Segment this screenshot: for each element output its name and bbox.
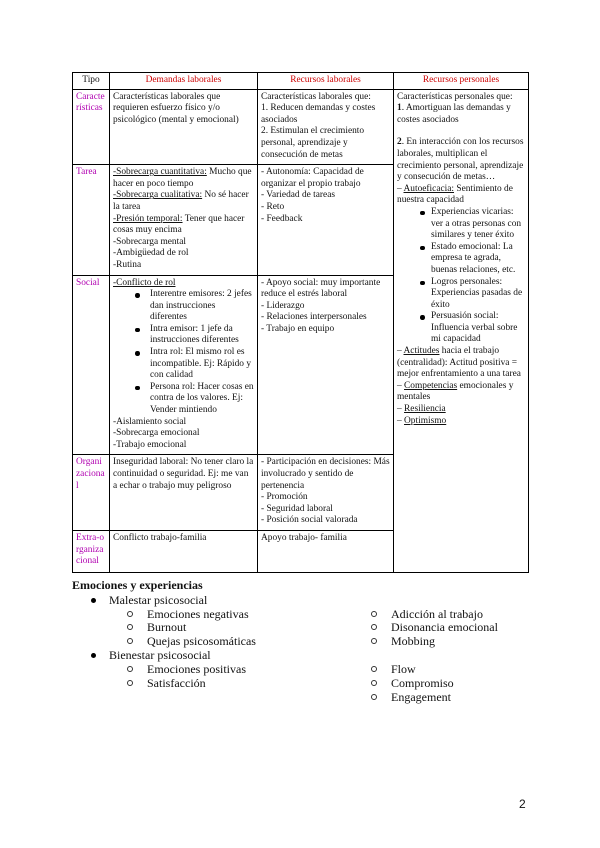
resource-item: - Reto — [261, 201, 285, 212]
cell-text: Características laborales que requieren esfuerzo físico y/o psicológico (mental y emocional) — [113, 91, 239, 125]
list-item: Intra emisor: 1 jefe da instrucciones diferentes — [113, 324, 254, 347]
list-item: Experiencias vicarias: ver a otras personas con similares y tener éxito — [397, 207, 525, 242]
page-number: 2 — [519, 797, 526, 811]
demand-item: Conflicto trabajo-familia — [113, 532, 207, 543]
dash: – — [397, 415, 405, 426]
list-item — [127, 620, 186, 634]
resource-item: - Participación en decisiones: Más involucrado y sentido de pertenencia — [261, 457, 390, 491]
point-number: 1 — [397, 103, 402, 114]
circle-bullet-icon — [127, 666, 133, 672]
list-item — [371, 676, 454, 690]
list-item — [127, 662, 246, 676]
point-text: . En interacción con los recursos laborales, multiplican el crecimiento personal, aprendizaje y consecución de metas… — [397, 137, 524, 183]
term-text: Sentimiento de nuestra capacidad — [397, 183, 513, 206]
circle-bullet-icon — [371, 638, 377, 644]
resource-item: - Promoción — [261, 492, 308, 503]
demand-item: -Trabajo emocional — [113, 439, 187, 450]
term: -Sobrecarga cuantitativa: — [113, 167, 207, 178]
item-text: Engagement — [391, 690, 451, 704]
list-item: Persuasión social: Influencia verbal sobre mi capacidad — [397, 311, 525, 346]
list-item — [371, 620, 498, 634]
demand-item: -Sobrecarga emocional — [113, 428, 200, 439]
list-item: Interentre emisores: 2 jefes dan instrucciones diferentes — [113, 289, 254, 324]
point-text: . Amortiguan las demandas y costes asociados — [397, 103, 511, 125]
item-text: Quejas psicosomáticas — [147, 634, 256, 648]
list-item: Logros personales: Experiencias pasadas de éxito — [397, 277, 525, 312]
term: -Presión temporal: — [113, 213, 183, 224]
row-label-tarea: Tarea — [73, 165, 110, 275]
term-text: Tener que hacer cosas muy encima — [113, 213, 245, 236]
list-item — [91, 648, 211, 662]
list-item: Estado emocional: La empresa te agrada, buenas relaciones, etc. — [397, 242, 525, 277]
item-text: Emociones positivas — [147, 662, 246, 676]
list-item — [127, 676, 206, 690]
personales-intro: Características personales que: — [397, 91, 513, 102]
list-item — [91, 593, 207, 607]
circle-bullet-icon — [127, 638, 133, 644]
item-text: Flow — [391, 662, 416, 676]
dash: – — [397, 346, 404, 357]
item-text: Adicción al trabajo — [391, 607, 483, 621]
malestar-label: Malestar psicosocial — [109, 593, 208, 607]
list-item — [371, 634, 435, 648]
header-recursos-personales: Recursos personales — [394, 73, 529, 90]
circle-bullet-icon — [371, 611, 377, 617]
item-text: Emociones negativas — [147, 607, 249, 621]
resource-item: - Variedad de tareas — [261, 190, 336, 201]
bienestar-label: Bienestar psicosocial — [109, 648, 211, 662]
cell-text: Características laborales que: — [261, 91, 371, 102]
item-text: Satisfacción — [147, 676, 206, 690]
circle-bullet-icon — [371, 624, 377, 630]
dash: – — [397, 380, 405, 391]
circle-bullet-icon — [127, 611, 133, 617]
demand-item: -Aislamiento social — [113, 416, 187, 427]
resource-item: - Relaciones interpersonales — [261, 312, 367, 323]
cell-text: 2. Estimulan el crecimiento personal, aprendizaje y consecución de metas — [261, 126, 365, 160]
resource-item: - Seguridad laboral — [261, 503, 333, 514]
list-item — [371, 662, 416, 676]
resource-item: - Posición social valorada — [261, 515, 358, 526]
dash: – — [397, 404, 405, 415]
bullet-icon — [91, 598, 96, 603]
list-item — [371, 690, 451, 704]
resource-item: Apoyo trabajo- familia — [261, 532, 347, 543]
resource-item: - Autonomía: Capacidad de organizar el propio trabajo — [261, 167, 364, 189]
header-demandas-laborales: Demandas laborales — [110, 73, 258, 90]
demand-item: -Sobrecarga mental — [113, 236, 186, 247]
demand-item: Inseguridad laboral: No tener claro la continuidad o seguridad. Ej: me van a echar o trabajo muy peligroso — [113, 457, 254, 491]
term: Resiliencia — [404, 404, 446, 415]
resource-item: - Apoyo social: muy importante reduce el estrés laboral — [261, 277, 381, 300]
resource-item: - Trabajo en equipo — [261, 323, 335, 334]
conflicto-de-rol-title: -Conflicto de rol — [113, 277, 176, 288]
list-item — [371, 607, 483, 621]
header-recursos-laborales: Recursos laborales — [258, 73, 394, 90]
item-text: Disonancia emocional — [391, 620, 498, 634]
term: Autoeficacia: — [403, 183, 455, 194]
circle-bullet-icon — [127, 624, 133, 630]
demand-item: -Rutina — [113, 259, 142, 270]
list-item — [127, 607, 249, 621]
row-label-social: Social — [73, 275, 110, 455]
term-text: No sé hacer la tarea — [113, 190, 249, 212]
row-label-organizacional: Organizacional — [73, 455, 110, 531]
term-text: Mucho que hacer en poco tiempo — [113, 167, 252, 189]
row-label-extraorganizacional: Extra-organizacional — [73, 530, 110, 572]
circle-bullet-icon — [127, 680, 133, 686]
bullet-icon — [91, 653, 96, 658]
resource-item: - Feedback — [261, 213, 303, 224]
emociones-section-title: Emociones y experiencias — [72, 578, 203, 592]
list-item — [127, 634, 256, 648]
term: Optimismo — [404, 415, 447, 426]
term: Competencias — [404, 380, 458, 391]
list-item: Persona rol: Hacer cosas en contra de los valores. Ej: Vender mintiendo — [113, 382, 254, 417]
term-text: hacia el trabajo (centralidad): Actitud positiva = mejor enfrentamiento a una tarea — [397, 346, 521, 380]
cell-text: 1. Reducen demandas y costes asociados — [261, 103, 376, 125]
circle-bullet-icon — [371, 666, 377, 672]
demand-item: -Ambigüedad de rol — [113, 248, 189, 259]
list-item: Intra rol: El mismo rol es incompatible. Ej: Rápido y con calidad — [113, 347, 254, 382]
item-text: Compromiso — [391, 676, 454, 690]
term-text: emocionales y mentales — [397, 380, 514, 403]
term: -Sobrecarga cualitativa: — [113, 190, 203, 201]
circle-bullet-icon — [371, 680, 377, 686]
item-text: Mobbing — [391, 634, 436, 648]
term: Actitudes — [403, 346, 440, 357]
item-text: Burnout — [147, 620, 187, 634]
row-label-caracteristicas: Características — [73, 89, 110, 165]
point-number: 2 — [397, 137, 402, 148]
resource-item: - Liderazgo — [261, 300, 305, 311]
dash: – — [397, 183, 404, 194]
circle-bullet-icon — [371, 694, 377, 700]
header-tipo: Tipo — [73, 73, 110, 90]
